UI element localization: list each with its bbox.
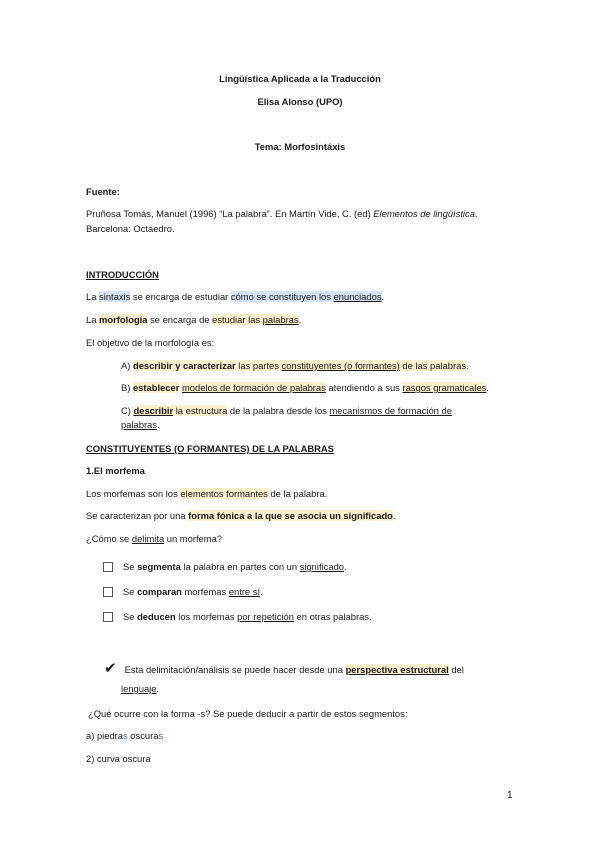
source-label: Fuente: <box>86 186 120 197</box>
delimit-question: ¿Cómo se delimita un morfema? <box>86 533 223 544</box>
constituents-heading: CONSTITUYENTES (O FORMANTES) DE LA PALABRAS <box>86 443 334 454</box>
plural-question: ¿Qué ocurre con la forma -s? Se puede deducir a partir de estos segmentos: <box>88 708 408 719</box>
author-line: Elisa Alonso (UPO) <box>257 96 343 107</box>
page-number: 1 <box>507 790 513 801</box>
square-bullet-icon <box>103 587 113 597</box>
bullet-comparan: Se comparan morfemas entre sí. <box>103 586 263 598</box>
intro-sintaxis-line: La sintaxis se encarga de estudiar cómo se constituyen los enunciados. <box>86 291 385 302</box>
example-a: a) piedras oscuras <box>86 730 164 741</box>
morfema-characteristic: Se caracterizan por una forma fónica a la que se asocia un significado. <box>86 510 396 521</box>
check-item-perspectiva: ✔ Esta delimitación/análisis se puede hacer desde una perspectiva estructural del <box>104 660 464 677</box>
bullet-segmenta: Se segmenta la palabra en partes con un significado. <box>103 561 347 573</box>
source-citation: Pruñosa Tomás, Manuel (1996) “La palabra”. En Martín Vide, C. (ed) Elementos de lingüística. <box>86 208 478 219</box>
check-item-continued: lenguaje. <box>121 683 160 694</box>
intro-morfologia-line: La morfología se encarga de estudiar las palabras. <box>86 314 302 325</box>
intro-objective-line: El objetivo de la morfología es: <box>86 337 215 348</box>
objective-c: C) describir la estructura de la palabra desde los mecanismos de formación de <box>121 405 452 416</box>
checkmark-icon: ✔ <box>104 660 117 677</box>
topic-title: Tema: Morfosintáxis <box>254 141 346 152</box>
course-title: Lingüística Aplicada a la Traducción <box>219 73 381 84</box>
morfema-subheading: 1.El morfema <box>86 465 145 476</box>
objective-b: B) establecer modelos de formación de palabras atendiendo a sus rasgos gramaticales. <box>121 382 489 393</box>
example-2: 2) curva oscura <box>86 753 151 764</box>
morfema-definition: Los morfemas son los elementos formantes de la palabra. <box>86 488 328 499</box>
square-bullet-icon <box>103 612 113 622</box>
source-publisher: Barcelona: Octaedro. <box>86 223 175 234</box>
square-bullet-icon <box>103 562 113 572</box>
source-book-title: Elementos de lingüística <box>373 208 475 219</box>
intro-heading: INTRODUCCIÓN <box>86 269 159 280</box>
bullet-deducen: Se deducen los morfemas por repetición en otras palabras. <box>103 611 372 623</box>
objective-c-continued: palabras. <box>121 419 160 430</box>
objective-a: A) describir y caracterizar las partes constituyentes (o formantes) de las palabras. <box>121 360 469 371</box>
